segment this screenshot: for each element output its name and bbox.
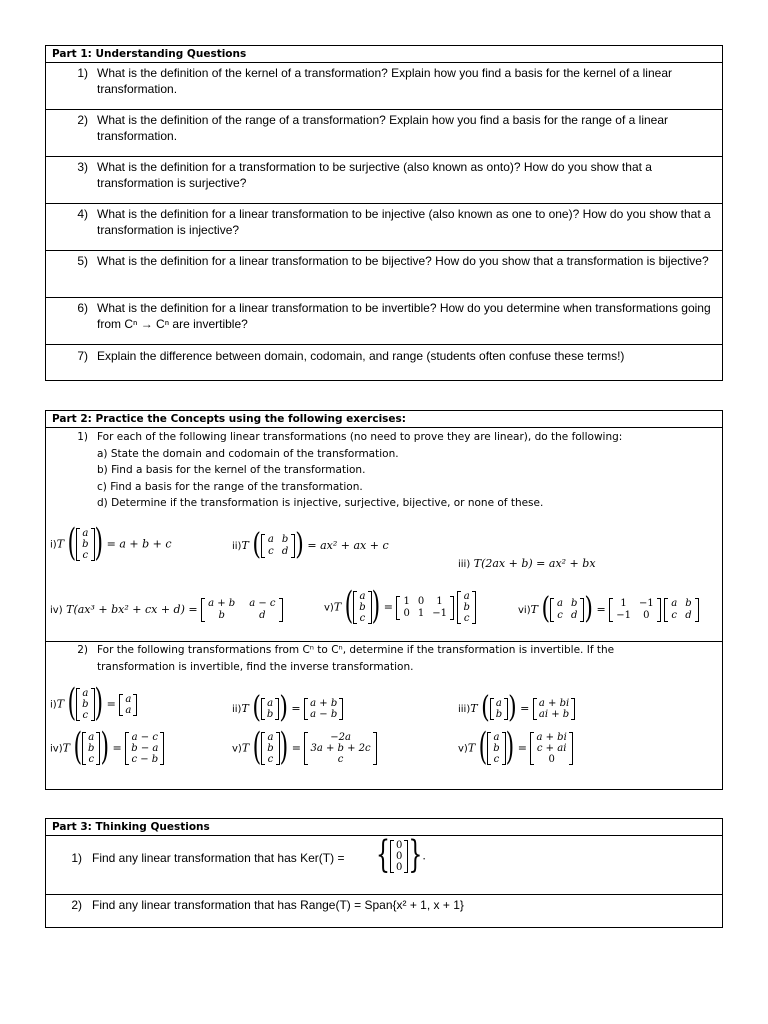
rhs-expression: T(2ax + b) = ax² + bx [473,557,596,570]
question-row [46,895,722,928]
rhs-expression: = ax² + ax + c [307,539,389,552]
item-label: iii) [458,704,471,715]
transformation-1i: i)T ( a b c ) = a + b + c [50,522,172,565]
question-row [46,345,722,381]
question-text: What is the definition for a linear transformation to be invertible? How do you determine when transformations going from Cⁿ → Cⁿ are invertible? [97,301,711,331]
question-row [46,251,722,298]
item-label: ii) [232,541,242,552]
transformation-1iii [458,557,596,571]
exercise-line-1: For the following transformations from Cⁿ to Cⁿ, determine if the transformation is invertible. If the [97,644,615,656]
transformation-2iv: iv)T ( a b c ) = a − c b − a c − b [50,732,164,765]
transformation-1vi: vi)T ( a b c d ) = 1 −1 −1 0 a b c d [518,598,699,622]
question-number: 7) [77,349,88,363]
question-row [46,63,722,110]
transformation-2i: i)T ( a b c ) = a a [50,688,137,721]
transformation-2ii: ii)T ( a b ) = a + b a − b [232,698,343,720]
question-text: What is the definition of the kernel of a transformation? Explain how you find a basis for the kernel of a linear transformation. [97,66,672,96]
question-text: Find any linear transformation that has Ker(T) = [92,851,345,865]
question-text: What is the definition for a transformation to be surjective (also known as onto)? How do you show that a transformation is surjective? [97,160,652,190]
question-row [46,110,722,157]
exercise-1-row [46,428,722,642]
question-number: 2) [71,898,82,912]
part1-box [45,45,723,381]
item-label: i) [50,699,57,711]
exercise-2-row [46,642,722,790]
part1-header: Part 1: Understanding Questions [46,46,722,63]
item-label: iii) [458,559,471,570]
part2-box [45,410,723,790]
part3-header: Part 3: Thinking Questions [46,819,722,836]
question-text: Find any linear transformation that has Range(T) = Span{x² + 1, x + 1} [92,898,464,912]
item-label: iv) [50,743,63,755]
part3-box [45,818,723,928]
item-label: iv) [50,605,63,616]
transformation-2iii: iii)T ( a b ) = a + bi ai + b [458,698,575,720]
task-b: b) Find a basis for the kernel of the transformation. [97,464,366,476]
item-label: v) [232,743,242,755]
item-label: i) [50,539,57,551]
kernel-set: { 0 0 0 }. [376,834,426,877]
question-text: What is the definition for a linear transformation to be injective (also known as one to one)? How do you show that a transformation is injective? [97,207,711,237]
question-text: What is the definition of the range of a transformation? Explain how you find a basis for the range of a linear transformation. [97,113,669,143]
rhs-expression: = a + b + c [106,537,172,551]
question-number: 4) [77,207,88,221]
part2-header: Part 2: Practice the Concepts using the following exercises: [46,411,722,428]
question-row [46,836,722,895]
transformation-1iv: iv) T(ax³ + bx² + cx + d) = a + b a − c b d [50,598,283,622]
lhs-expression: T(ax³ + bx² + cx + d) = [66,603,198,616]
item-label: vi) [518,605,531,616]
transformation-2v: v)T ( a b c ) = −2a 3a + b + 2c c [232,732,377,765]
item-label: v) [458,743,468,755]
question-number: 5) [77,254,88,268]
question-number: 6) [77,301,88,315]
transformation-1ii: ii)T ( a b c d ) = ax² + ax + c [232,528,389,563]
task-d: d) Determine if the transformation is injective, surjective, bijective, or none of these. [97,497,544,509]
transformation-1v: v)T ( a b c ) = 1 0 1 0 1 −1 a b c [324,591,476,624]
task-c: c) Find a basis for the range of the transformation. [97,480,363,493]
question-row [46,204,722,251]
exercise-line-2: transformation is invertible, find the inverse transformation. [97,660,414,673]
question-row [46,157,722,204]
question-number: 2) [77,113,88,127]
question-text: What is the definition for a linear transformation to be bijective? How do you show that a transformation is bijective? [97,254,709,268]
transformation-2vi: v)T ( a b c ) = a + bi c + ai 0 [458,732,573,765]
exercise-number: 2) [77,644,88,656]
exercise-intro: For each of the following linear transformations (no need to prove they are linear), do the following: [97,431,623,443]
exercise-number: 1) [77,431,88,443]
question-number: 1) [77,66,88,80]
item-label: ii) [232,704,242,715]
question-row [46,298,722,345]
question-number: 3) [77,160,88,174]
item-label: v) [324,602,334,614]
question-number: 1) [71,851,82,865]
task-a: a) State the domain and codomain of the transformation. [97,447,399,460]
question-text: Explain the difference between domain, codomain, and range (students often confuse these terms!) [97,349,625,363]
